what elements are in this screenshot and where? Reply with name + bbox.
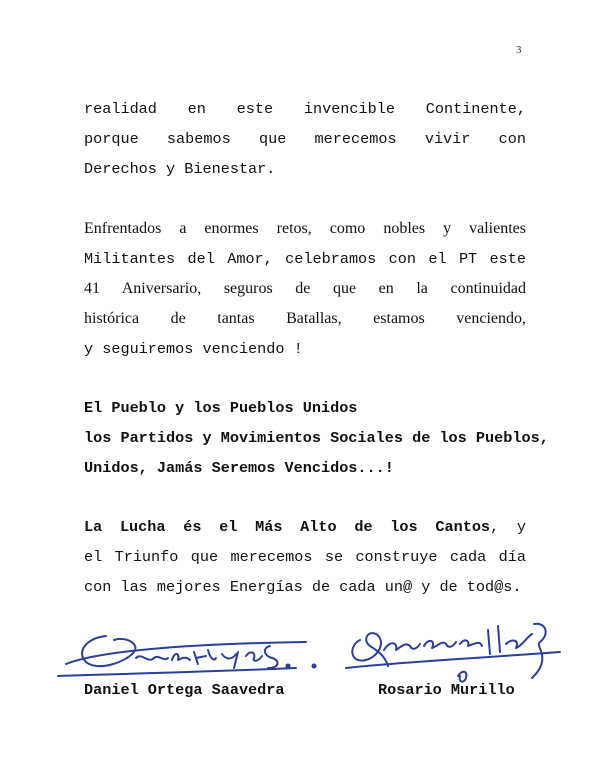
paragraph-line: porque sabemos que merecemos vivir con <box>84 130 526 148</box>
signature-rosario-murillo <box>340 610 566 690</box>
line-rest: , y <box>490 518 527 536</box>
paragraph-line: histórica de tantas Batallas, estamos venciendo, <box>84 310 526 327</box>
paragraph-line: con las mejores Energías de cada un@ y de tod@s. <box>84 578 522 596</box>
paragraph-line: Enfrentados a enormes retos, como nobles y valientes <box>84 220 526 237</box>
signature-daniel-ortega <box>56 622 332 688</box>
paragraph-1 <box>84 94 526 184</box>
paragraph-2 <box>84 214 526 364</box>
paragraph-3-slogan <box>84 393 554 483</box>
paragraph-line: 41 Aniversario, seguros de que en la continuidad <box>84 280 526 297</box>
bold-phrase: La Lucha és el Más Alto de los Cantos <box>84 518 491 536</box>
paragraph-line: Derechos y Bienestar. <box>84 160 276 178</box>
slogan-line: los Partidos y Movimientos Sociales de los Pueblos, <box>84 429 549 447</box>
page-number: 3 <box>516 44 522 56</box>
paragraph-line: el Triunfo que merecemos se construye cada día <box>84 548 526 566</box>
paragraph-line <box>84 512 526 542</box>
signature-name-left: Daniel Ortega Saavedra <box>84 681 285 699</box>
slogan-line: El Pueblo y los Pueblos Unidos <box>84 399 358 417</box>
paragraph-line: Militantes del Amor, celebramos con el PT este <box>84 250 526 268</box>
signature-name-right: Rosario Murillo <box>378 681 515 699</box>
slogan-line: Unidos, Jamás Seremos Vencidos...! <box>84 459 394 477</box>
paragraph-4 <box>84 512 526 602</box>
paragraph-line: realidad en este invencible Continente, <box>84 100 526 118</box>
paragraph-line: y seguiremos venciendo ! <box>84 340 303 358</box>
